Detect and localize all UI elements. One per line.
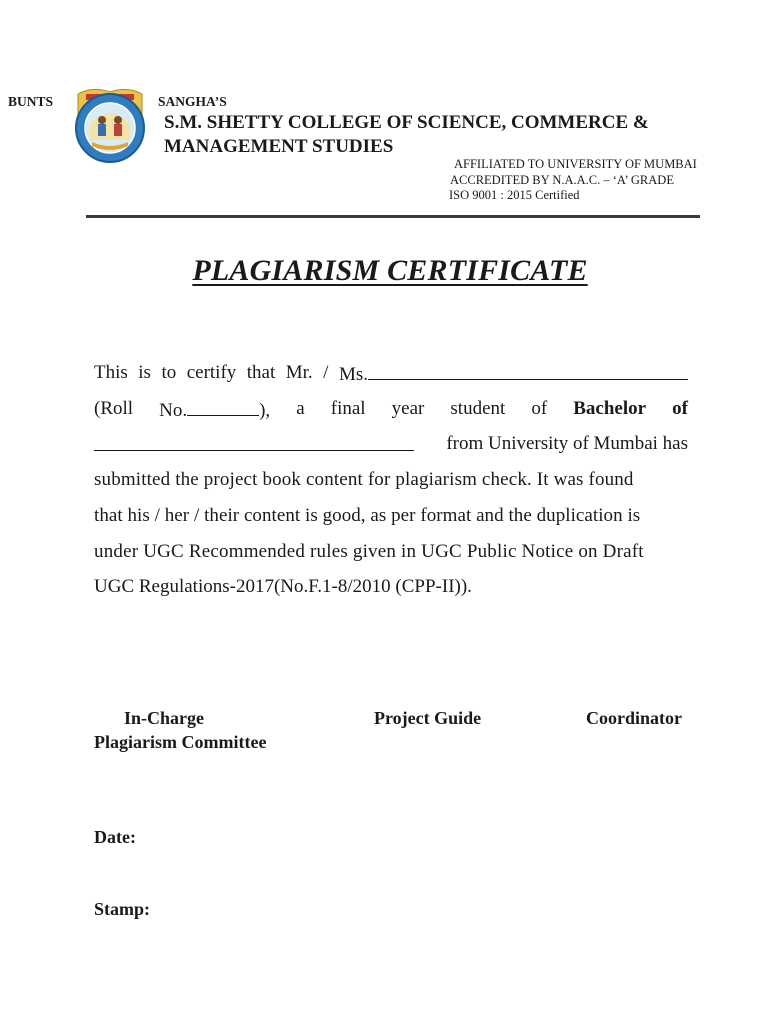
body-word: a: [296, 398, 305, 419]
roll-no-blank-field[interactable]: [187, 398, 259, 416]
body-word: ),: [259, 400, 271, 421]
signature-incharge: In-Charge: [124, 708, 204, 728]
signature-plagiarism-committee: Plagiarism Committee: [94, 732, 267, 752]
college-name-line2: MANAGEMENT STUDIES: [164, 136, 394, 157]
body-word: is: [138, 362, 151, 383]
signature-project-guide: Project Guide: [374, 708, 482, 728]
body-word: Mr.: [285, 362, 313, 383]
signature-coordinator: Coordinator: [586, 708, 682, 728]
body-line-3: [94, 433, 688, 455]
body-word: student: [450, 398, 506, 419]
degree-blank-field[interactable]: [94, 433, 414, 451]
body-line-6: under UGC Recommended rules given in UGC Public Notice on Draft: [94, 541, 644, 562]
body-word: that: [246, 362, 276, 383]
body-word: Ms.: [338, 364, 368, 385]
body-word: No.: [159, 400, 188, 421]
header-divider: [86, 215, 700, 218]
iso-certification: ISO 9001 : 2015 Certified: [449, 188, 580, 202]
stamp-label: Stamp:: [94, 899, 151, 919]
header-sanghas: SANGHA’S: [158, 94, 227, 109]
body-line-5: that his / her / their content is good, as per format and the duplication is: [94, 505, 641, 526]
body-line-4: submitted the project book content for plagiarism check. It was found: [94, 469, 634, 490]
date-label: Date:: [94, 827, 136, 847]
body-text: from University of Mumbai has: [446, 433, 688, 454]
certificate-title: PLAGIARISM CERTIFICATE: [192, 254, 588, 287]
body-word: final: [330, 398, 366, 419]
body-word: This: [94, 362, 128, 383]
college-crest-emblem: [72, 84, 148, 166]
body-word: of: [531, 398, 548, 419]
body-word: year: [391, 398, 425, 419]
body-word: certify: [186, 362, 237, 383]
college-name-line1: S.M. SHETTY COLLEGE OF SCIENCE, COMMERCE &: [164, 112, 649, 133]
body-word: /: [323, 362, 329, 383]
bachelor-bold-word: of: [672, 398, 688, 419]
body-line-7: UGC Regulations-2017(No.F.1-8/2010 (CPP-II)).: [94, 576, 472, 597]
college-crest-icon: [72, 84, 148, 166]
header-bunts: BUNTS: [8, 94, 54, 109]
body-word: (Roll: [94, 398, 134, 419]
affiliation-university: AFFILIATED TO UNIVERSITY OF MUMBAI: [454, 157, 697, 171]
name-blank-field[interactable]: [368, 362, 688, 380]
body-line-2: [94, 398, 688, 422]
body-line-1: [94, 362, 688, 386]
bachelor-bold-word: Bachelor: [573, 398, 647, 419]
body-word: to: [161, 362, 177, 383]
accreditation-naac: ACCREDITED BY N.A.A.C. – ‘A’ GRADE: [450, 173, 674, 187]
